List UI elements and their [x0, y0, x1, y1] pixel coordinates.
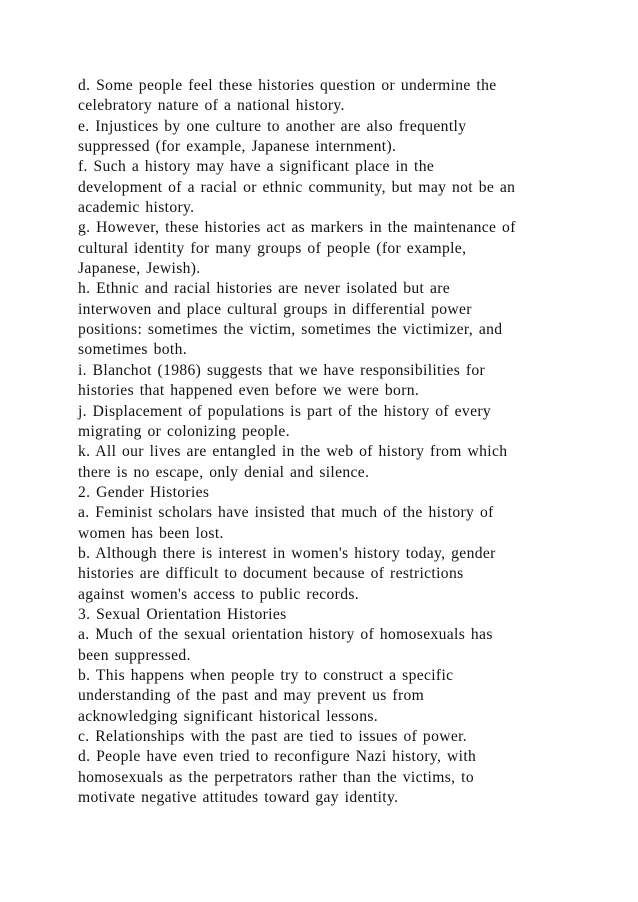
text-line: migrating or colonizing people. — [78, 422, 290, 440]
text-line: f. Such a history may have a significant place in the — [78, 158, 435, 176]
text-line: d. Some people feel these histories question or undermine the — [78, 77, 497, 94]
text-line: understanding of the past and may prevent us from — [78, 687, 425, 705]
text-line: academic history. — [78, 199, 195, 217]
text-line: there is no escape, only denial and silence. — [78, 463, 370, 481]
text-line: celebratory nature of a national history. — [78, 97, 345, 115]
text-line: sometimes both. — [78, 341, 187, 359]
text-line: histories that happened even before we were born. — [78, 382, 420, 400]
text-line: been suppressed. — [78, 646, 191, 664]
section-heading: 3. Sexual Orientation Histories — [78, 605, 287, 623]
text-line: against women's access to public records. — [78, 585, 360, 603]
text-line: j. Displacement of populations is part of the history of every — [78, 402, 492, 420]
text-line: d. People have even tried to reconfigure Nazi history, with — [78, 748, 477, 766]
text-line: histories are difficult to document because of restrictions — [78, 565, 464, 583]
text-line: cultural identity for many groups of people (for example, — [78, 239, 467, 257]
text-line: development of a racial or ethnic community, but may not be an — [78, 178, 516, 196]
text-line: e. Injustices by one culture to another are also frequently — [78, 117, 467, 135]
text-line: Japanese, Jewish). — [78, 260, 201, 278]
text-line: i. Blanchot (1986) suggests that we have responsibilities for — [78, 361, 486, 379]
text-line: g. However, these histories act as markers in the maintenance of — [78, 219, 516, 237]
text-line: women has been lost. — [78, 524, 224, 542]
text-line: interwoven and place cultural groups in differential power — [78, 300, 472, 318]
text-line: b. This happens when people try to construct a specific — [78, 666, 454, 684]
text-line: a. Much of the sexual orientation history of homosexuals has — [78, 626, 493, 644]
text-line: a. Feminist scholars have insisted that much of the history of — [78, 504, 494, 522]
text-line: b. Although there is interest in women's history today, gender — [78, 544, 496, 562]
text-line: acknowledging significant historical lessons. — [78, 707, 379, 725]
section-heading: 2. Gender Histories — [78, 483, 210, 501]
text-line: suppressed (for example, Japanese internment). — [78, 138, 397, 156]
document-body — [78, 76, 578, 808]
text-line: c. Relationships with the past are tied to issues of power. — [78, 728, 468, 745]
text-line: h. Ethnic and racial histories are never isolated but are — [78, 280, 451, 298]
text-line: positions: sometimes the victim, sometimes the victimizer, and — [78, 321, 503, 339]
text-line: homosexuals as the perpetrators rather than the victims, to — [78, 768, 474, 786]
text-line: k. All our lives are entangled in the web of history from which — [78, 443, 508, 461]
text-line: motivate negative attitudes toward gay identity. — [78, 789, 399, 807]
